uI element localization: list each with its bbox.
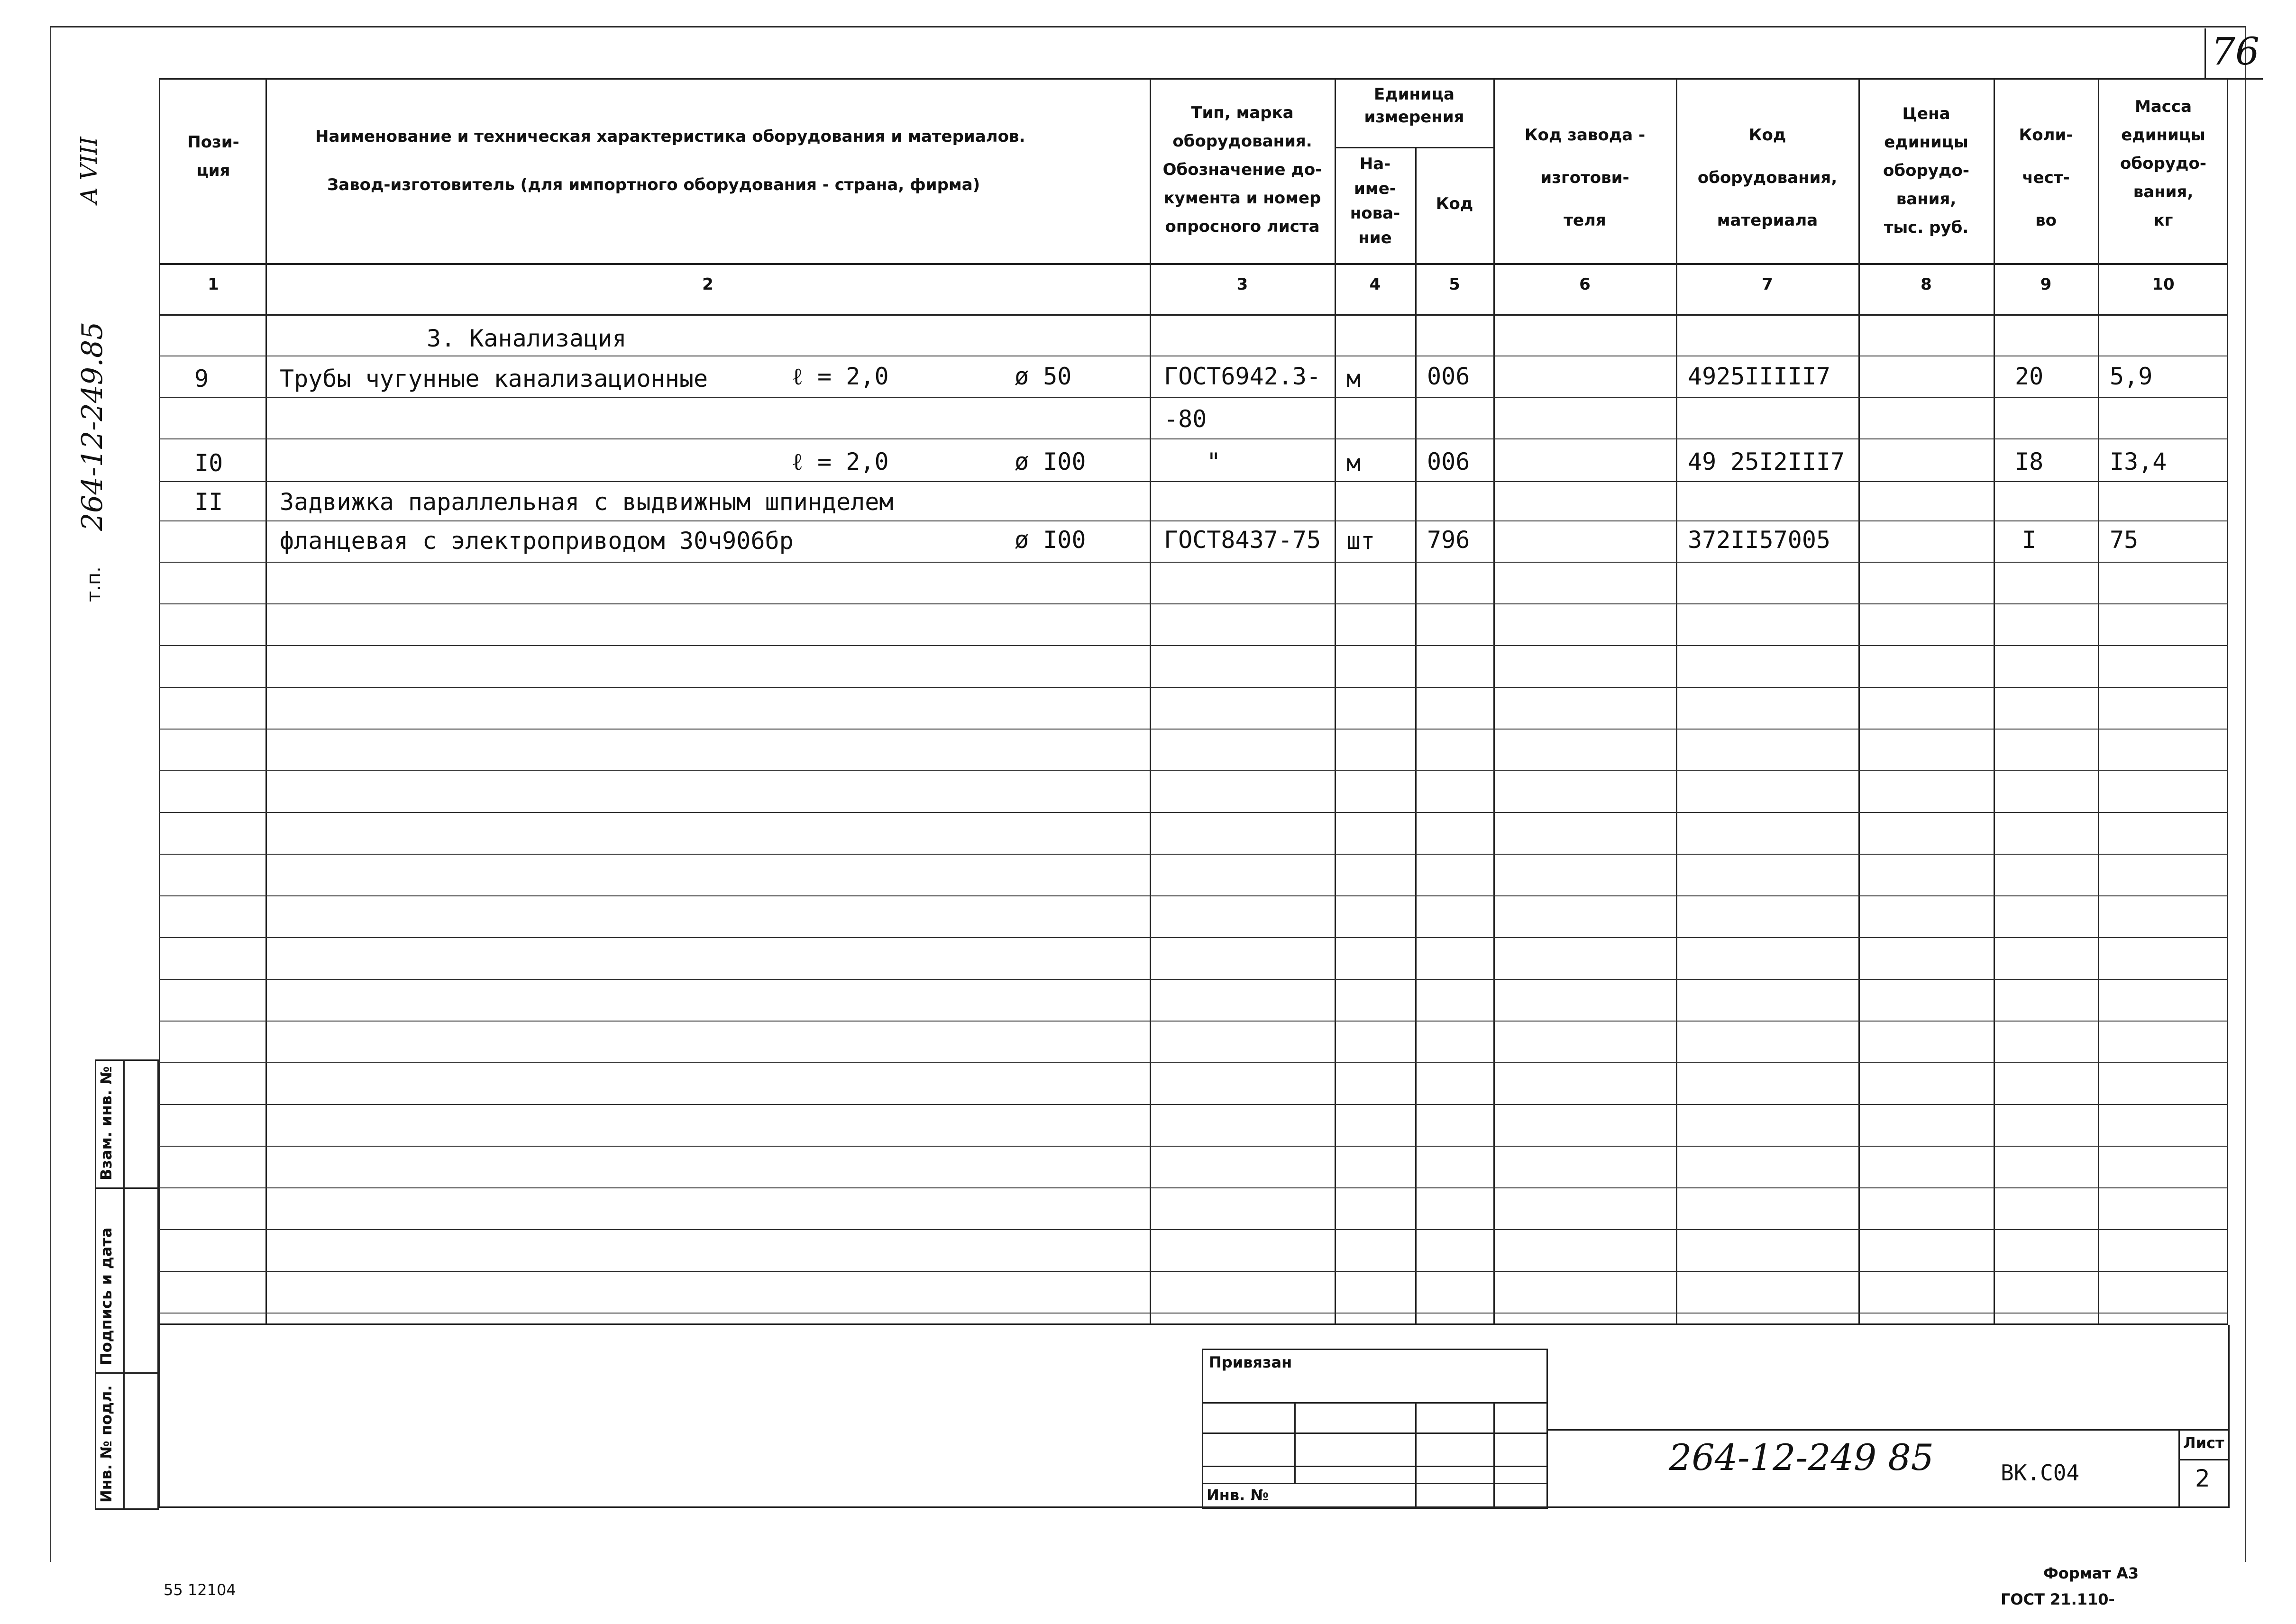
title-block-sheet-vline bbox=[2178, 1429, 2180, 1508]
header-position: Пози- ция bbox=[187, 133, 239, 180]
table-row-line bbox=[159, 397, 2228, 398]
row-11-pos: II bbox=[194, 488, 223, 516]
row-9-code: 006 bbox=[1427, 363, 1470, 390]
series-label: A VIII bbox=[76, 137, 102, 204]
table-row-line bbox=[159, 854, 2228, 855]
table-row-line bbox=[159, 1271, 2228, 1272]
row-9-material-code: 4925IIIII7 bbox=[1688, 363, 1831, 390]
header-name-line2: Завод-изготовитель (для импортного оборудования - страна, фирма) bbox=[327, 175, 980, 194]
header-unit-name: На- име- нова- ние bbox=[1350, 155, 1400, 247]
header-mass: Масса единицы оборудо- вания, кг bbox=[2120, 97, 2206, 230]
table-row-line bbox=[159, 438, 2228, 439]
row-11-mass: 75 bbox=[2110, 526, 2139, 554]
doc-number-vertical: 264-12-249.85 bbox=[76, 321, 109, 531]
col-line-8 bbox=[1994, 78, 1995, 1325]
table-row-line bbox=[159, 645, 2228, 646]
bound-block-vline2 bbox=[1415, 1402, 1417, 1509]
table-row-line bbox=[159, 979, 2228, 980]
header-type: Тип, марка оборудования. Обозначение до- кумента и номер опросного листа bbox=[1162, 103, 1322, 236]
footer-format: Формат А3 bbox=[2043, 1564, 2139, 1582]
header-price: Цена единицы оборудо- вания, тыс. руб. bbox=[1883, 104, 1969, 237]
colnum-5: 5 bbox=[1449, 275, 1460, 294]
bound-block-vline1 bbox=[1294, 1402, 1296, 1483]
table-row-line bbox=[159, 937, 2228, 938]
sheet-label: Лист bbox=[2183, 1434, 2224, 1452]
row-11-quantity: I bbox=[2022, 526, 2037, 554]
header-unit-code: Код bbox=[1436, 194, 1473, 213]
header-name-line1: Наименование и техническая характеристика оборудования и материалов. bbox=[315, 127, 1025, 146]
table-row-line bbox=[159, 1104, 2228, 1105]
stamp-inv-ref: Взам. инв. № bbox=[97, 1066, 115, 1180]
header-bottom-line bbox=[159, 263, 2228, 265]
row-9-pos: 9 bbox=[194, 365, 209, 392]
table-row-line bbox=[159, 481, 2228, 482]
row-10-diameter: ø I00 bbox=[1015, 448, 1086, 475]
col-line-6 bbox=[1676, 78, 1677, 1325]
table-row-line bbox=[159, 1146, 2228, 1147]
section-title: 3. Канализация bbox=[427, 325, 627, 352]
sheet-code: ВК.С04 bbox=[2001, 1460, 2080, 1486]
bottom-frame-left bbox=[159, 1325, 160, 1508]
row-9-diameter: ø 50 bbox=[1015, 363, 1072, 390]
table-row-line bbox=[159, 562, 2228, 563]
row-9-quantity: 20 bbox=[2015, 363, 2044, 390]
col-line-7 bbox=[1858, 78, 1860, 1325]
header-quantity: Коли- чест- во bbox=[2019, 126, 2073, 230]
row-10-unit: м bbox=[1346, 449, 1361, 477]
bound-block-line4 bbox=[1202, 1483, 1548, 1484]
album-label: т.п. bbox=[83, 566, 105, 602]
title-block-top-line bbox=[1548, 1429, 2228, 1431]
table-row-line bbox=[159, 770, 2228, 771]
row-9-type: ГОСТ6942.3- bbox=[1164, 363, 1321, 390]
left-stamp-sep1 bbox=[95, 1187, 159, 1189]
row-10-mass: I3,4 bbox=[2110, 448, 2167, 475]
bound-block-vline3 bbox=[1493, 1402, 1495, 1509]
header-factory-code: Код завода - изготови- теля bbox=[1524, 126, 1646, 230]
colnum-3: 3 bbox=[1236, 275, 1248, 294]
row-11-diameter: ø I00 bbox=[1015, 526, 1086, 554]
row-10-type: " bbox=[1207, 448, 1221, 475]
header-unit-group: Единица измерения bbox=[1364, 85, 1464, 127]
colnum-9: 9 bbox=[2040, 275, 2052, 294]
col-line-5 bbox=[1493, 78, 1495, 1325]
table-row-line bbox=[159, 1062, 2228, 1063]
bottom-frame-right bbox=[2228, 1325, 2230, 1508]
table-row-line bbox=[159, 687, 2228, 688]
table-row-line bbox=[159, 1313, 2228, 1314]
outer-border-top bbox=[50, 26, 2245, 27]
row-9-name: Трубы чугунные канализационные bbox=[280, 365, 708, 392]
table-row-line bbox=[159, 895, 2228, 896]
row-10-pos: I0 bbox=[194, 449, 223, 477]
main-table bbox=[159, 78, 2228, 1325]
row-9-mass: 5,9 bbox=[2110, 363, 2153, 390]
row-10-code: 006 bbox=[1427, 448, 1470, 475]
col-line-3 bbox=[1335, 78, 1336, 1325]
bottom-frame-line bbox=[159, 1506, 2228, 1508]
bound-block bbox=[1202, 1349, 1548, 1509]
table-row-line bbox=[159, 812, 2228, 813]
bound-block-line3 bbox=[1202, 1466, 1548, 1467]
table-row-line bbox=[159, 603, 2228, 604]
col-line-2 bbox=[1150, 78, 1151, 1325]
title-block-sheet-hline bbox=[2178, 1459, 2228, 1460]
row-10-material-code: 49 25I2III7 bbox=[1688, 448, 1845, 475]
colnum-4: 4 bbox=[1369, 275, 1381, 294]
left-stamp-divider bbox=[123, 1059, 125, 1510]
outer-border-left bbox=[50, 26, 51, 1562]
row-9-type-cont: -80 bbox=[1164, 405, 1207, 433]
table-row-line bbox=[159, 729, 2228, 730]
inv-no-label: Инв. № bbox=[1207, 1486, 1269, 1504]
sheet-value: 2 bbox=[2195, 1465, 2210, 1492]
colnum-1: 1 bbox=[208, 275, 219, 294]
footer-gost: ГОСТ 21.110- bbox=[2001, 1590, 2115, 1608]
col-line-4 bbox=[1415, 147, 1417, 1325]
document-code: 264-12-249 85 bbox=[1669, 1436, 1934, 1478]
table-row-line bbox=[159, 520, 2228, 521]
colnum-7: 7 bbox=[1762, 275, 1773, 294]
row-9-length: ℓ = 2,0 bbox=[792, 363, 889, 390]
colnum-2: 2 bbox=[702, 275, 713, 294]
col-line-1 bbox=[265, 78, 267, 1325]
sheet-number-top: 76 bbox=[2211, 29, 2259, 73]
row-10-quantity: I8 bbox=[2015, 448, 2044, 475]
row-11-unit: шт bbox=[1346, 527, 1375, 555]
colnum-10: 10 bbox=[2152, 275, 2175, 294]
row-9-unit: м bbox=[1346, 365, 1361, 392]
bound-block-line1 bbox=[1202, 1402, 1548, 1404]
col-line-9 bbox=[2098, 78, 2099, 1325]
footer-left-code: 55 12104 bbox=[164, 1581, 236, 1599]
row-10-length: ℓ = 2,0 bbox=[792, 448, 889, 475]
row-11-code: 796 bbox=[1427, 526, 1470, 554]
left-stamp-sep2 bbox=[95, 1372, 159, 1374]
stamp-sign-date: Подпись и дата bbox=[97, 1227, 115, 1365]
table-row-line bbox=[159, 1187, 2228, 1188]
row-11-name-cont: фланцевая с электроприводом 30ч906бр bbox=[280, 527, 794, 555]
row-11-type: ГОСТ8437-75 bbox=[1164, 526, 1321, 554]
unit-group-line bbox=[1335, 147, 1493, 148]
bound-block-line2 bbox=[1202, 1432, 1548, 1434]
table-row-line bbox=[159, 1021, 2228, 1022]
outer-border-right bbox=[2245, 26, 2246, 1562]
stamp-inv-orig: Инв. № подл. bbox=[97, 1385, 115, 1503]
table-row-line bbox=[159, 1229, 2228, 1230]
bound-label: Привязан bbox=[1209, 1353, 1292, 1371]
row-11-material-code: 372II57005 bbox=[1688, 526, 1831, 554]
colnum-6: 6 bbox=[1579, 275, 1591, 294]
row-11-name: Задвижка параллельная с выдвижным шпинделем bbox=[280, 488, 894, 516]
number-row-line bbox=[159, 314, 2228, 316]
colnum-8: 8 bbox=[1921, 275, 1932, 294]
header-material-code: Код оборудования, материала bbox=[1697, 126, 1838, 230]
